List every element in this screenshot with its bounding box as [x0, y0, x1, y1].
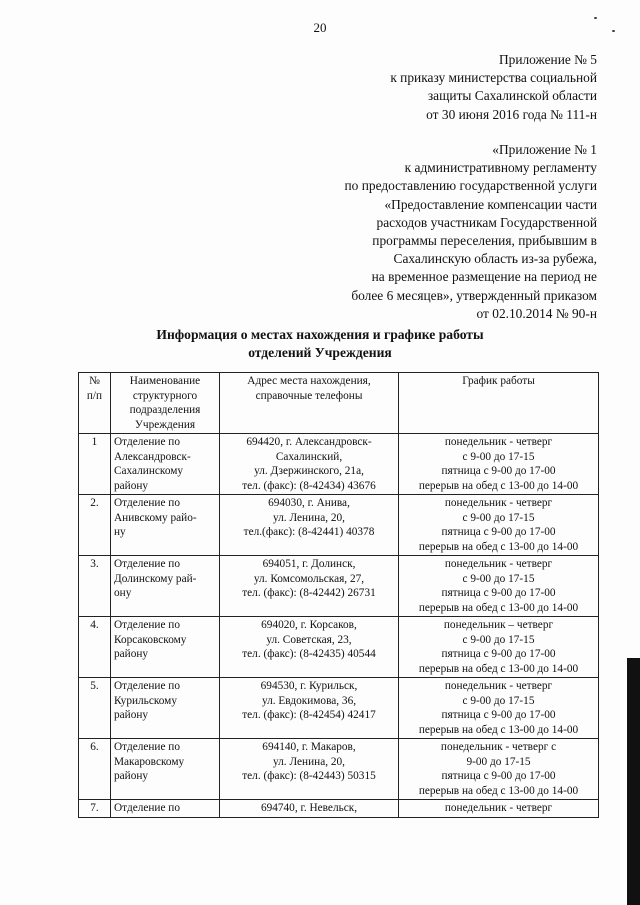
unit-name-cell	[111, 678, 220, 739]
address-cell	[220, 434, 399, 495]
unit-name-cell	[111, 495, 220, 556]
schedule-line: с 9-00 до 17-15	[462, 572, 535, 585]
schedule-cell	[399, 495, 599, 556]
address-line: 694140, г. Макаров,	[262, 741, 356, 753]
schedule-line: пятница с 9-00 до 17-00	[441, 587, 556, 599]
table-row	[79, 556, 599, 617]
schedule-line: с 9-00 до 17-15	[462, 450, 535, 463]
address-line: ул. Дзержинского, 21а,	[254, 465, 364, 477]
schedule-line: понедельник - четверг	[444, 436, 553, 448]
schedule-cell	[399, 800, 599, 818]
address-line: 694530, г. Курильск,	[260, 680, 358, 692]
table-header-row	[79, 373, 599, 434]
schedule-line: перерыв на обед с 13-00 до 14-00	[418, 723, 579, 736]
scan-speck	[612, 30, 615, 32]
schedule-line: с 9-00 до 17-15	[462, 511, 535, 524]
appendix-5-line: к приказу министерства социальной	[390, 70, 597, 86]
row-number: 3.	[79, 556, 111, 617]
address-cell	[220, 678, 399, 739]
table-row	[79, 617, 599, 678]
unit-name-line: Отделение по	[114, 680, 180, 692]
schedule-line: пятница с 9-00 до 17-00	[441, 526, 556, 538]
schedule-line: перерыв на обед с 13-00 до 14-00	[418, 479, 579, 492]
appendix-1-line: расходов участникам Государственной	[376, 214, 597, 230]
address-cell	[220, 556, 399, 617]
schedule-line: понедельник – четверг	[443, 619, 554, 631]
table-row	[79, 800, 599, 818]
address-line: 694051, г. Долинск,	[262, 558, 356, 570]
schedule-cell	[399, 617, 599, 678]
unit-name-cell	[111, 434, 220, 495]
address-line: ул. Ленина, 20,	[273, 755, 345, 768]
address-line: тел. (факс): (8-42443) 50315	[242, 770, 376, 782]
table-row	[79, 739, 599, 800]
schedule-line: перерыв на обед с 13-00 до 14-00	[418, 540, 579, 553]
unit-name-line: Отделение по	[114, 436, 180, 448]
row-number: 4.	[79, 617, 111, 678]
header-unit-name	[111, 373, 220, 434]
title-line: Информация о местах нахождения и графике работы	[156, 327, 484, 342]
table-row	[79, 434, 599, 495]
appendix-1-line: «Приложение № 1	[492, 142, 597, 157]
header-line: п/п	[86, 389, 103, 402]
header-line: Наименование	[129, 375, 201, 387]
table-row	[79, 495, 599, 556]
header-line: Адрес места нахождения,	[247, 375, 371, 387]
unit-name-cell	[111, 800, 220, 818]
address-line: 694030, г. Анива,	[268, 497, 350, 509]
unit-name-line: району	[114, 648, 149, 660]
scan-speck	[594, 17, 597, 19]
schedule-line: с 9-00 до 17-15	[462, 633, 535, 646]
unit-name-line: Анивскому райо-	[114, 511, 197, 524]
unit-name-line: Сахалинскому	[114, 465, 184, 477]
unit-name-line: Отделение по	[114, 558, 180, 570]
address-line: ул. Евдокимова, 36,	[261, 694, 357, 707]
schedule-line: пятница с 9-00 до 17-00	[441, 648, 556, 660]
unit-name-line: Долинскому рай-	[114, 572, 197, 585]
unit-name-line: Отделение по	[114, 619, 180, 631]
header-line: Учреждения	[134, 418, 196, 431]
appendix-1-line: по предоставлению государственной услуги	[344, 178, 597, 194]
schedule-line: перерыв на обед с 13-00 до 14-00	[418, 601, 579, 614]
appendix-5-header	[390, 51, 597, 124]
appendix-5-line: Приложение № 5	[498, 52, 597, 67]
address-cell	[220, 739, 399, 800]
document-title	[0, 326, 640, 362]
schedule-line: понедельник - четверг	[444, 558, 553, 570]
address-line: ул. Советская, 23,	[266, 633, 352, 646]
unit-name-cell	[111, 617, 220, 678]
unit-name-line: Отделение по	[114, 497, 180, 509]
unit-name-line: Макаровскому	[114, 755, 185, 768]
schedule-cell	[399, 739, 599, 800]
appendix-1-header	[345, 141, 598, 323]
scan-edge-strip	[627, 658, 640, 905]
appendix-5-line: защиты Сахалинской области	[427, 88, 597, 104]
schedule-cell	[399, 556, 599, 617]
header-line: подразделения	[129, 404, 201, 416]
unit-name-cell	[111, 556, 220, 617]
unit-name-line: ону	[114, 587, 132, 599]
schedule-line: пятница с 9-00 до 17-00	[441, 465, 556, 477]
unit-name-line: Корсаковскому	[114, 633, 187, 646]
address-line: ул. Комсомольская, 27,	[253, 572, 365, 585]
schedule-line: перерыв на обед с 13-00 до 14-00	[418, 784, 579, 797]
title-line: отделений Учреждения	[248, 345, 392, 360]
schedule-line: понедельник - четверг	[444, 802, 553, 814]
appendix-1-line: к административному регламенту	[404, 160, 597, 176]
row-number: 7.	[79, 800, 111, 818]
schedule-line: 9-00 до 17-15	[466, 755, 531, 768]
header-line: справочные телефоны	[255, 389, 363, 402]
address-line: тел. (факс): (8-42454) 42417	[242, 709, 376, 721]
address-cell	[220, 800, 399, 818]
table-row	[79, 678, 599, 739]
schedule-line: понедельник - четверг с	[440, 741, 557, 753]
row-number: 5.	[79, 678, 111, 739]
appendix-1-line: Сахалинскую область из-за рубежа,	[393, 251, 597, 267]
appendix-5-line: от 30 июня 2016 года № 111-н	[426, 106, 597, 122]
address-line: Сахалинский,	[275, 450, 343, 463]
address-cell	[220, 495, 399, 556]
page-number: 20	[313, 20, 327, 35]
schedule-line: перерыв на обед с 13-00 до 14-00	[418, 662, 579, 675]
address-line: ул. Ленина, 20,	[273, 511, 345, 524]
unit-name-line: району	[114, 709, 149, 721]
address-cell	[220, 617, 399, 678]
schedule-line: понедельник - четверг	[444, 497, 553, 509]
appendix-1-line: более 6 месяцев», утвержденный приказом	[351, 287, 597, 303]
row-number: 1	[79, 434, 111, 495]
table-body	[79, 434, 599, 818]
offices-table	[78, 372, 599, 818]
unit-name-line: Отделение по	[114, 802, 180, 814]
unit-name-line: Александровск-	[114, 450, 191, 463]
schedule-line: с 9-00 до 17-15	[462, 694, 535, 707]
address-line: тел. (факс): (8-42442) 26731	[242, 587, 376, 599]
appendix-1-line: на временное размещение на период не	[371, 269, 597, 285]
unit-name-line: району	[114, 479, 149, 492]
address-line: 694420, г. Александровск-	[246, 436, 372, 448]
address-line: тел.(факс): (8-42441) 40378	[243, 526, 375, 538]
header-line: График работы	[462, 375, 535, 387]
unit-name-line: ну	[114, 526, 126, 538]
appendix-1-line: «Предоставление компенсации части	[384, 196, 597, 212]
schedule-cell	[399, 678, 599, 739]
appendix-1-line: от 02.10.2014 № 90-н	[476, 305, 597, 321]
address-line: 694740, г. Невельск,	[260, 802, 358, 814]
appendix-1-line: программы переселения, прибывшим в	[372, 233, 597, 249]
schedule-line: понедельник - четверг	[444, 680, 553, 692]
schedule-line: пятница с 9-00 до 17-00	[441, 770, 556, 782]
unit-name-line: Курильскому	[114, 694, 177, 707]
address-line: тел. (факс): (8-42434) 43676	[242, 479, 376, 492]
row-number: 6.	[79, 739, 111, 800]
header-line: №	[89, 375, 100, 387]
header-address	[220, 373, 399, 434]
schedule-line: пятница с 9-00 до 17-00	[441, 709, 556, 721]
address-line: тел. (факс): (8-42435) 40544	[242, 648, 376, 660]
header-schedule	[399, 373, 599, 434]
unit-name-cell	[111, 739, 220, 800]
unit-name-line: району	[114, 770, 149, 782]
unit-name-line: Отделение по	[114, 741, 180, 753]
header-line: структурного	[132, 389, 198, 402]
header-number	[79, 373, 111, 434]
address-line: 694020, г. Корсаков,	[261, 619, 357, 631]
schedule-cell	[399, 434, 599, 495]
row-number: 2.	[79, 495, 111, 556]
